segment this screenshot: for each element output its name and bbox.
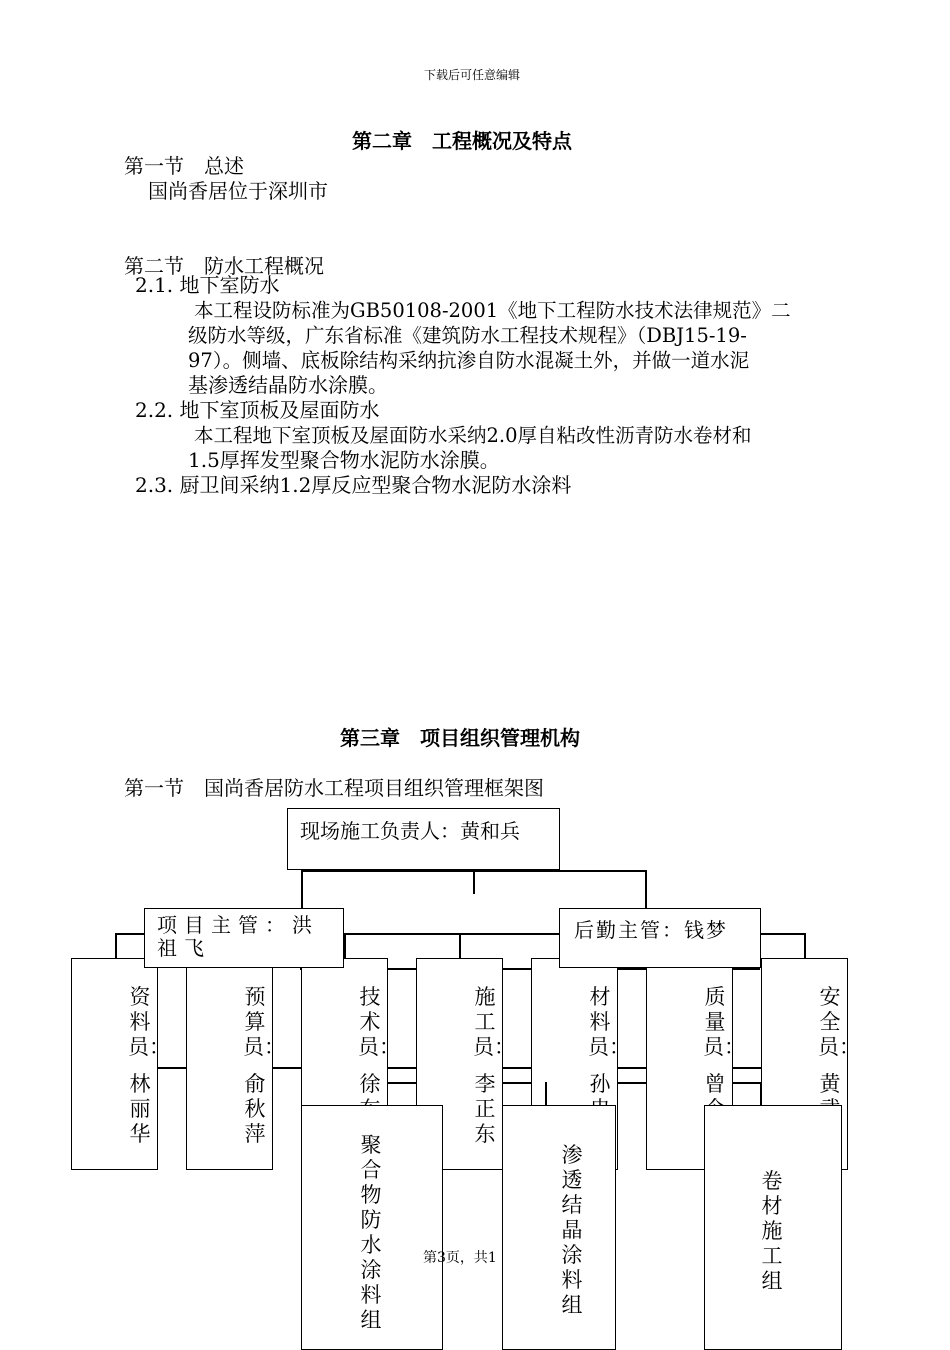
connector-line (473, 868, 475, 894)
chapter-3-section-1-title: 第一节 国尚香居防水工程项目组织管理框架图 (124, 776, 544, 800)
page-header: 下载后可任意编辑 (424, 68, 521, 82)
item-2-1-line-1: 本工程设防标准为GB50108-2001《地下工程防水技术法律规范》二 (194, 299, 791, 322)
group-box-crystalline-coating (502, 1105, 616, 1350)
item-2-1-line-3: 97）。侧墙、底板除结构采纳抗渗自防水混凝土外，并做一道水泥 (188, 349, 750, 372)
staff-name-estimator: 俞秋萍 (244, 1072, 266, 1146)
staff-name-technician: 徐 (359, 1072, 381, 1096)
chapter-2-title: 第二章 工程概况及特点 (352, 129, 572, 153)
staff-role-quality: 质量员： (703, 985, 745, 1059)
item-2-2-line-2: 1.5厚挥发型聚合物水泥防水涂膜。 (188, 448, 500, 472)
group-label-crystalline-coating: 渗透结晶涂料组 (561, 1143, 583, 1317)
connector-line (645, 870, 647, 908)
chapter-2-section-1-title: 第一节 总述 (124, 154, 244, 178)
group-box-membrane (704, 1105, 842, 1350)
staff-role-material: 材料员： (588, 985, 630, 1059)
group-label-polymer-coating: 聚合物防水涂料组 (360, 1133, 382, 1332)
logistics-manager-box (559, 908, 761, 968)
staff-name-quality: 曾 (704, 1072, 726, 1096)
staff-role-technician: 技术员： (358, 985, 400, 1059)
chapter-2-section-2-title: 第二节 防水工程概况 (124, 254, 324, 278)
chapter-3-title: 第三章 项目组织管理机构 (340, 726, 580, 750)
staff-name-material: 孙 (589, 1072, 611, 1096)
project-manager-box (144, 908, 344, 968)
connector-line (301, 870, 646, 872)
staff-role-constructor: 施工员： (473, 985, 515, 1059)
item-2-2-line-1: 本工程地下室顶板及屋面防水采纳2.0厚自粘改性沥青防水卷材和 (194, 424, 752, 447)
connector-line (459, 933, 461, 958)
item-2-2-title: 2.2. 地下室顶板及屋面防水 (135, 398, 380, 422)
logistics-manager-label: 后勤主管：钱梦 (574, 918, 728, 942)
staff-role-safety: 安全员： (818, 985, 860, 1059)
staff-name-archivist: 林丽华 (129, 1072, 151, 1146)
item-2-1-line-4: 基渗透结晶防水涂膜。 (188, 373, 388, 397)
item-2-1-title: 2.1. 地下室防水 (135, 273, 280, 297)
connector-line (804, 933, 806, 958)
page-footer: 第3页，共1 (423, 1250, 497, 1266)
item-2-1-line-2: 级防水等级，广东省标准《建筑防水工程技术规程》（DBJ15-19- (188, 324, 747, 347)
group-label-membrane: 卷材施工组 (761, 1169, 783, 1293)
site-manager-box (287, 808, 560, 870)
staff-role-estimator: 预算员： (243, 985, 285, 1059)
connector-line (344, 933, 346, 958)
site-manager-label: 现场施工负责人：黄和兵 (300, 819, 520, 843)
staff-name-constructor: 李正东 (474, 1072, 496, 1146)
staff-name-safety: 黄 (819, 1072, 841, 1096)
connector-line (115, 933, 117, 958)
project-manager-label: 项目主管：洪祖飞 (157, 913, 319, 960)
group-box-polymer-coating (301, 1105, 443, 1350)
connector-line (301, 870, 303, 908)
chapter-2-section-1-text: 国尚香居位于深圳市 (148, 179, 328, 203)
staff-role-archivist: 资料员： (128, 985, 170, 1059)
item-2-3-title: 2.3. 厨卫间采纳1.2厚反应型聚合物水泥防水涂料 (135, 473, 572, 497)
